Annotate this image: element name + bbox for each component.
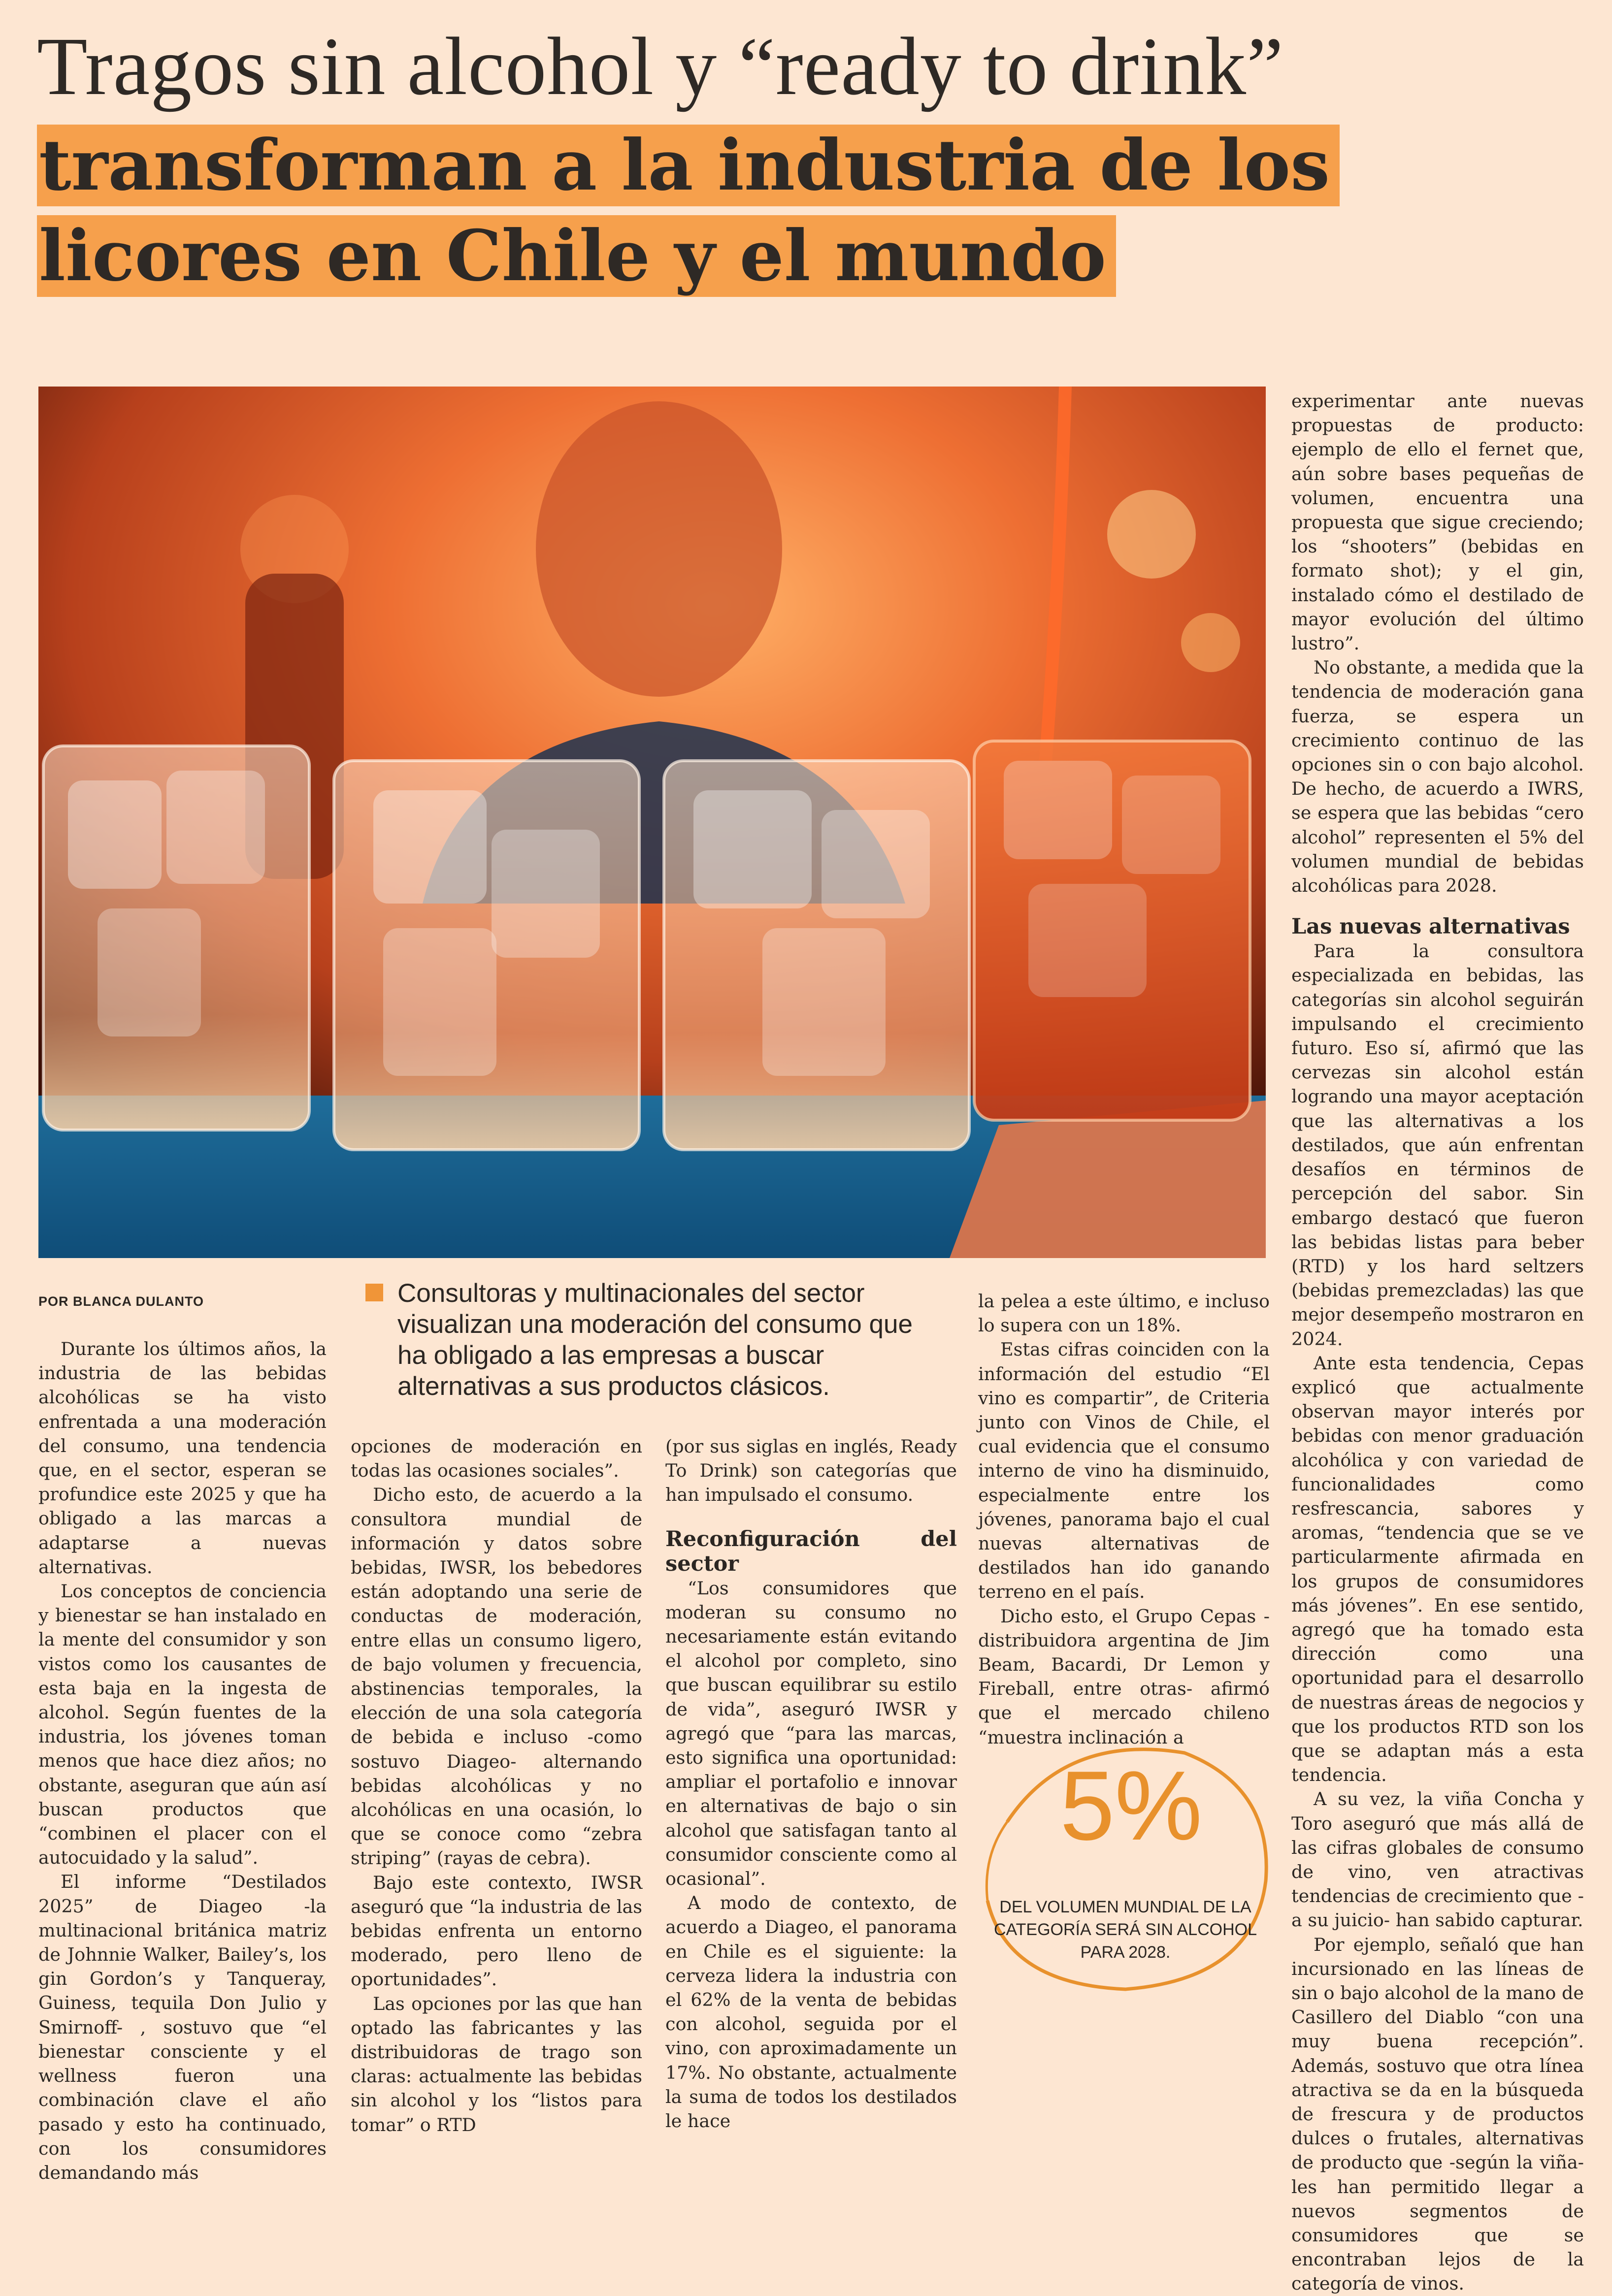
paragraph: Bajo este contexto, IWSR aseguró que “la industria de las bebidas enfrenta un entorno moderado, pero lleno de oportunidades”. xyxy=(351,1872,642,1990)
article-column-4 xyxy=(978,1289,1270,1749)
article-column-3 xyxy=(665,1434,957,2133)
paragraph: (por sus siglas en inglés, Ready To Drink) son categorías que han impulsado el consumo. xyxy=(665,1436,957,1506)
bar-glasses-illustration xyxy=(38,387,1266,1258)
paragraph: la pelea a este último, e incluso lo supera con un 18%. xyxy=(978,1291,1270,1336)
byline: POR BLANCA DULANTO xyxy=(38,1294,204,1309)
section-heading: Las nuevas alternativas xyxy=(1291,914,1570,939)
paragraph: Dicho esto, de acuerdo a la consultora mundial de información y datos sobre bebidas, IWSR, los bebedores están adoptando una serie de conductas de moderación, entre ellas un consumo ligero, de bajo volumen y frecuencia, abstinencias temporales, la elección de una sola categoría de bebida e incluso -como sostuvo Diageo- alternando bebidas alcohólicas y no alcohólicas en una ocasión, lo que se conoce como “zebra striping” (rayas de cebra). xyxy=(351,1484,642,1869)
paragraph: Por ejemplo, señaló que han incursionado en las líneas de sin o bajo alcohol de la mano de Casillero del Diablo “con una muy buena recepción”. Además, sostuvo que otra línea atractiva se da en la búsqueda de frescura y de productos dulces o frutales, alternativas de producto que -según la viña- les han permitido llegar a nuevos segmentos de consumidores que se encontraban lejos de la categoría de vinos. xyxy=(1291,1934,1584,2295)
article-column-1 xyxy=(38,1337,327,2185)
paragraph: A modo de contexto, de acuerdo a Diageo, el panorama en Chile es el siguiente: la cerveza lidera la industria con el 62% de la venta de bebidas con alcohol, seguida por el vino, con aproximadamente un 17%. No obstante, actualmente la suma de todos los destilados le hace xyxy=(665,1892,957,2132)
paragraph: opciones de moderación en todas las ocasiones sociales”. xyxy=(351,1436,642,1482)
headline xyxy=(37,20,1588,301)
deck xyxy=(365,1278,947,1402)
callout-value: 5% xyxy=(1060,1751,1203,1861)
headline-line-1: Tragos sin alcohol y “ready to drink” xyxy=(37,21,1284,112)
headline-line-2: transforman a la industria de los xyxy=(37,125,1340,206)
paragraph: Las opciones por las que han optado las fabricantes y las distribuidoras de trago son claras: actualmente las bebidas sin alcohol y los “listos para tomar” o RTD xyxy=(351,1993,642,2135)
deck-text: Consultoras y multinacionales del sector visualizan una moderación del consumo que ha obligado a las empresas a buscar alternativas a sus productos clásicos. xyxy=(397,1279,913,1401)
paragraph: “Los consumidores que moderan su consumo no necesariamente están evitando el alcohol por completo, sino que buscan equilibrar su estilo de vida”, aseguró IWSR y agregó que “para las marcas, esto significa una oportunidad: ampliar el portafolio e innovar en alternativas de bajo o sin alcohol que satisfagan tanto al consumidor consciente como al ocasional”. xyxy=(665,1577,957,1890)
square-bullet-icon xyxy=(365,1284,383,1301)
article-column-5 xyxy=(1291,389,1584,2296)
callout-text: DEL VOLUMEN MUNDIAL DE LA CATEGORÍA SERÁ SIN ALCOHOL PARA 2028. xyxy=(993,1898,1257,1962)
headline-line-3: licores en Chile y el mundo xyxy=(37,215,1116,297)
paragraph: Dicho esto, el Grupo Cepas -distribuidora argentina de Jim Beam, Bacardi, Dr Lemon y Fireball, entre otras- afirmó que el mercado chileno “muestra inclinación a xyxy=(978,1605,1270,1748)
paragraph: A su vez, la viña Concha y Toro aseguró que más allá de las cifras globales de consumo de vino, ven atractivas tendencias de crecimiento que -a su juicio- han sabido capturar. xyxy=(1291,1788,1584,1931)
paragraph: El informe “Destilados 2025” de Diageo -la multinacional británica matriz de Johnnie Walker, Bailey’s, los gin Gordon’s y Tanqueray, Guiness, tequila Don Julio y Smirnoff- , sostuvo que “el bienestar consciente y el wellness fueron una combinación clave el año pasado y esto ha continuado, con los consumidores demandando más xyxy=(38,1871,327,2183)
headline-highlighted xyxy=(37,120,1465,301)
article-column-2 xyxy=(351,1434,642,2137)
paragraph: Los conceptos de conciencia y bienestar se han instalado en la mente del consumidor y son vistos como los causantes de esta baja en la ingesta de alcohol. Según fuentes de la industria, los jóvenes toman menos que hace diez años; no obstante, aseguran que aún así buscan productos que “combinen el placer con el autocuidado y la salud”. xyxy=(38,1581,327,1869)
paragraph: experimentar ante nuevas propuestas de producto: ejemplo de ello el fernet que, aún sobre bases pequeñas de volumen, encuentra una propuesta que sigue creciendo; los “shooters” (bebidas en formato shot); y el gin, instalado cómo el destilado de mayor evolución del último lustro”. xyxy=(1291,390,1584,654)
paragraph: No obstante, a medida que la tendencia de moderación gana fuerza, se espera un crecimiento continuo de las opciones sin o con bajo alcohol. De hecho, de acuerdo a IWRS, se espera que las bebidas “cero alcohol” representen el 5% del volumen mundial de bebidas alcohólicas para 2028. xyxy=(1291,657,1584,897)
paragraph: Ante esta tendencia, Cepas explicó que actualmente observan mayor interés por bebidas con menor graduación alcohólica y con variedad de funcionalidades como resfrescancia, sabores y aromas, “tendencia que se ve particularmente afirmada en los grupos de consumidores más jóvenes”. En ese sentido, agregó que ha tomado esta dirección como una oportunidad para el desarrollo de nuestras áreas de negocios y que los productos RTD son los que se adaptan más a esta tendencia. xyxy=(1291,1352,1584,1786)
article-photo xyxy=(38,387,1266,1258)
paragraph: Para la consultora especializada en bebidas, las categorías sin alcohol seguirán impulsando el crecimiento futuro. Eso sí, afirmó que las cervezas sin alcohol están logrando una mayor aceptación que las alternativas a los destilados, que aún enfrentan desafíos en términos de percepción del sabor. Sin embargo destacó que fueron las bebidas listas para beber (RTD) y los hard seltzers (bebidas premezcladas) las que mejor desempeño mostraron en 2024. xyxy=(1291,940,1584,1350)
section-heading: Reconfiguración del sector xyxy=(665,1526,957,1576)
paragraph: Durante los últimos años, la industria de las bebidas alcohólicas se ha visto enfrentada a una moderación del consumo, una tendencia que, en el sector, esperan se profundice este 2025 y que ha obligado a las marcas a adaptarse a nuevas alternativas. xyxy=(38,1338,327,1578)
paragraph: Estas cifras coinciden con la información del estudio “El vino es compartir”, de Criteria junto con Vinos de Chile, el cual evidencia que el consumo interno de vino ha disminuido, especialmente entre los jóvenes, panorama bajo el cual nuevas alternativas de destilados han ido ganando terreno en el país. xyxy=(978,1339,1270,1603)
